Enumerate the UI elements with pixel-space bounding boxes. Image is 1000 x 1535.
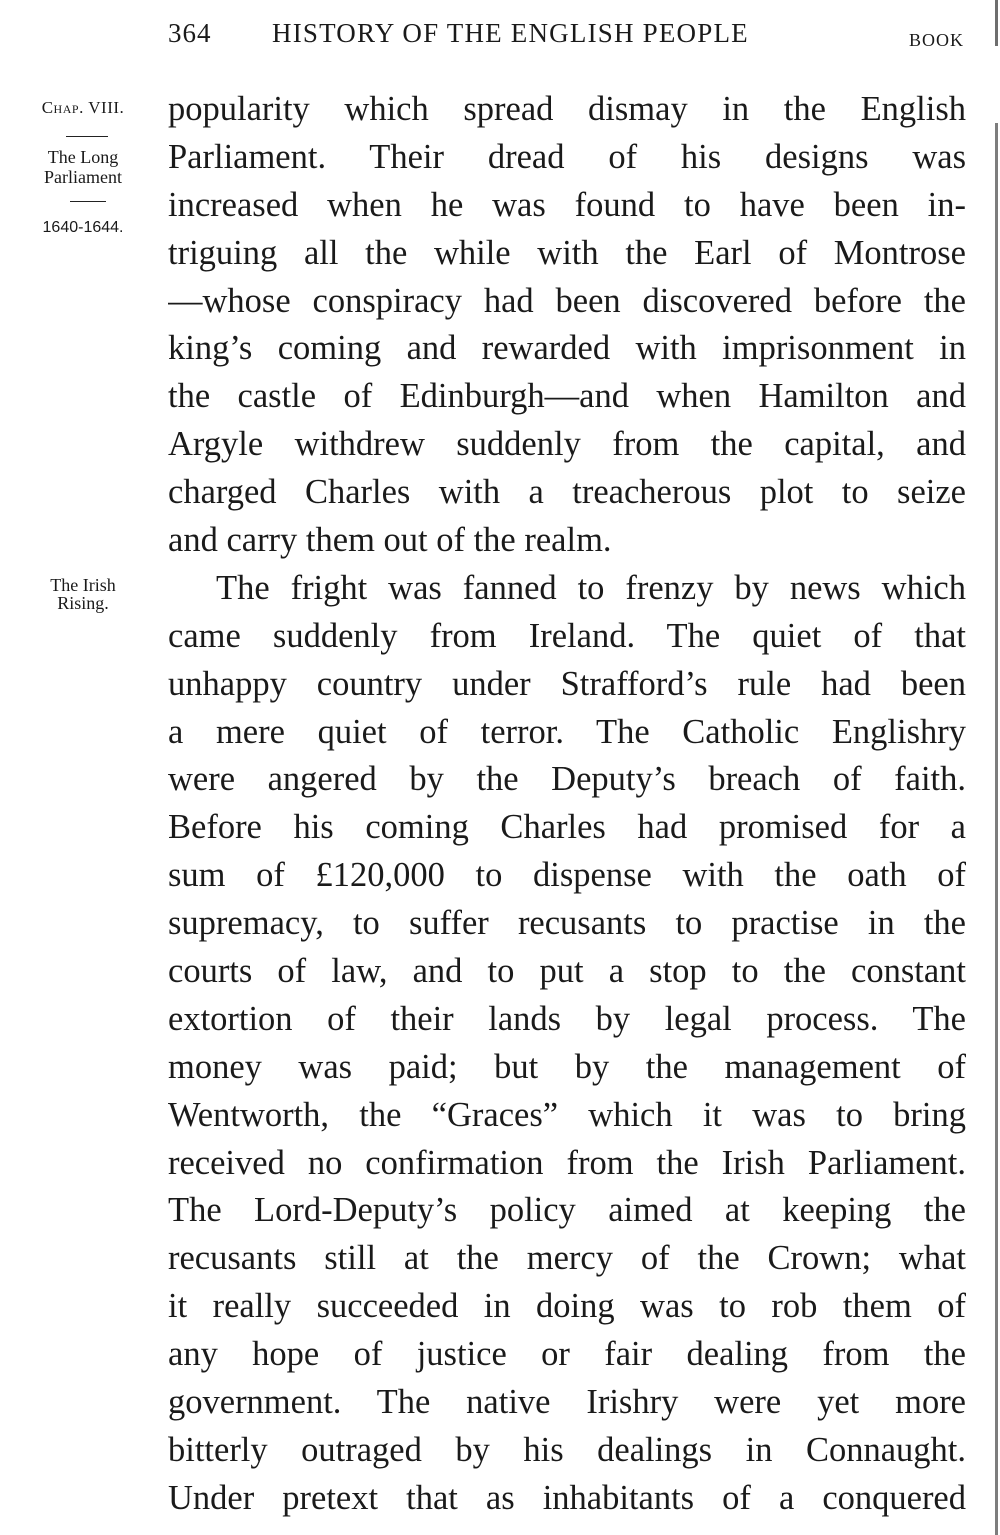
text-line: any hope of justice or fair dealing from the — [168, 1335, 966, 1374]
text-line: supremacy, to suffer recusants to practise in the — [168, 904, 966, 943]
text-line: were angered by the Deputy’s breach of faith. — [168, 760, 966, 799]
text-line: charged Charles with a treacherous plot to seize — [168, 473, 966, 512]
text-line: it really succeeded in doing was to rob them of — [168, 1287, 966, 1326]
chapter-divider — [66, 136, 108, 137]
text-line: unhappy country under Strafford’s rule had been — [168, 664, 966, 703]
running-title: HISTORY OF THE ENGLISH PEOPLE — [272, 18, 749, 48]
text-line: Parliament. Their dread of his designs was — [168, 137, 966, 176]
text-line: The Lord-Deputy’s policy aimed at keeping the — [168, 1191, 966, 1230]
text-line: received no confirmation from the Irish Parliament. — [168, 1143, 966, 1182]
section-note-line1: The Long — [47, 147, 119, 167]
text-line: The fright was fanned to frenzy by news which — [216, 568, 966, 607]
text-line: a mere quiet of terror. The Catholic Englishry — [168, 712, 966, 751]
text-line: —whose conspiracy had been discovered before the — [168, 281, 966, 320]
text-line: king’s coming and rewarded with imprisonment in — [168, 329, 966, 368]
page-edge-rule — [995, 0, 998, 1535]
text-line: courts of law, and to put a stop to the constant — [168, 952, 966, 991]
text-line: increased when he was found to have been in- — [168, 185, 966, 224]
text-line: popularity which spread dismay in the English — [168, 90, 966, 128]
text-line: extortion of their lands by legal process. The — [168, 999, 966, 1038]
text-line: Wentworth, the “Graces” which it was to bring — [168, 1095, 966, 1134]
text-line: bitterly outraged by his dealings in Connaught. — [168, 1430, 966, 1469]
dates-note: 1640-1644. — [42, 219, 124, 236]
section-note-line2: Parliament — [44, 167, 122, 187]
page-header — [168, 14, 968, 58]
irish-rising-note-line2: Rising. — [57, 593, 109, 613]
page-number: 364 — [168, 18, 212, 48]
text-line: Under pretext that as inhabitants of a conquered — [168, 1478, 966, 1517]
text-line: government. The native Irishry were yet more — [168, 1383, 966, 1422]
book-label: BOOK — [908, 30, 964, 50]
text-line: Before his coming Charles had promised for a — [168, 808, 966, 847]
text-line: and carry them out of the realm. — [168, 521, 612, 560]
text-line: money was paid; but by the management of — [168, 1047, 966, 1086]
text-line: sum of £120,000 to dispense with the oath of — [168, 856, 966, 895]
text-line: came suddenly from Ireland. The quiet of that — [168, 616, 966, 655]
text-line: triguing all the while with the Earl of Montrose — [168, 233, 966, 272]
text-line: recusants still at the mercy of the Crown; what — [168, 1239, 966, 1278]
body-text — [168, 86, 966, 1523]
irish-rising-note-line1: The Irish — [50, 575, 116, 595]
section-divider — [70, 201, 106, 202]
chapter-note: Chap. VIII. — [41, 98, 125, 117]
text-line: Argyle withdrew suddenly from the capital, and — [168, 425, 966, 464]
text-line: the castle of Edinburgh—and when Hamilton and — [168, 377, 966, 416]
